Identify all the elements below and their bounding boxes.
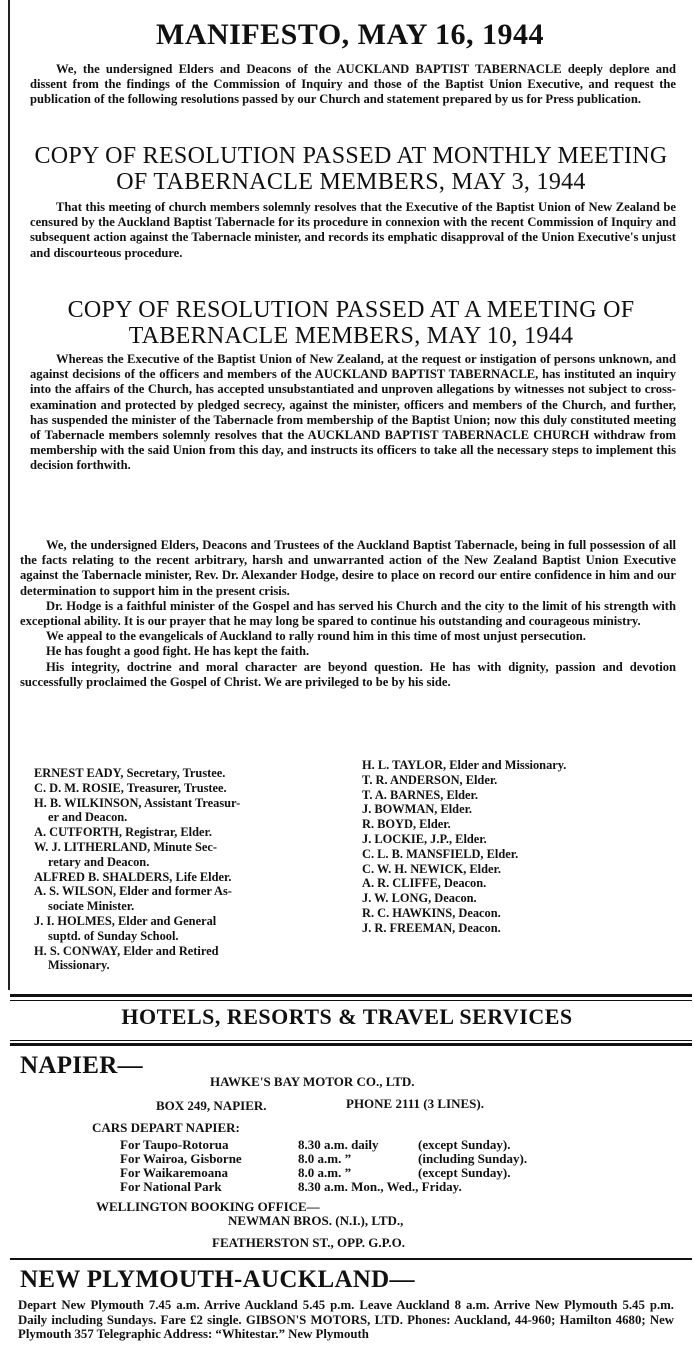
signatory: H. L. TAYLOR, Elder and Missionary.: [362, 758, 567, 772]
schedule-row: [120, 1179, 560, 1194]
signatory: ERNEST EADY, Secretary, Trustee.: [34, 766, 226, 780]
signatory: T. A. BARNES, Elder.: [362, 787, 479, 802]
manifesto-title: MANIFESTO, MAY 16, 1944: [156, 18, 544, 51]
signatory: J. I. HOLMES, Elder and General: [34, 913, 217, 928]
signatory: A. CUTFORTH, Registrar, Elder.: [34, 825, 212, 840]
signatory: R. BOYD, Elder.: [362, 817, 451, 832]
signatory: A. R. CLIFFE, Deacon.: [362, 876, 487, 891]
napier-box: BOX 249, NAPIER.: [156, 1098, 267, 1113]
schedule-destination: For Wairoa, Gisborne: [120, 1151, 242, 1166]
column-rule: [8, 0, 10, 990]
section-divider: [10, 1043, 692, 1046]
signatory: T. R. ANDERSON, Elder.: [362, 772, 498, 787]
schedule-row: [120, 1151, 570, 1166]
signatory: ALFRED B. SHALDERS, Life Elder.: [34, 869, 232, 884]
schedule-note: (including Sunday).: [418, 1151, 528, 1166]
statement-paragraph: He has fought a good fight. He has kept the faith.: [46, 644, 310, 659]
napier-company: HAWKE'S BAY MOTOR CO., LTD.: [210, 1074, 415, 1089]
schedule-destination: For Waikaremoana: [120, 1165, 228, 1180]
statement-paragraph: We, the undersigned Elders, Deacons and Trustees of the Auckland Baptist Tabernacle, being in full possession of all the facts relating to the recent arbitrary, harsh and unwarranted action of the New Zealand Baptist Union Executive against the Tabernacle minister, Rev. Dr. Alexander Hodge, desire to place on record our entire confidence in him and our determination to support him in the present crisis.: [20, 538, 676, 598]
schedule-row: [120, 1165, 560, 1180]
signatory: W. J. LITHERLAND, Minute Sec-: [34, 839, 218, 854]
manifesto-section: [20, 18, 680, 52]
signatory-continued: er and Deacon.: [48, 810, 128, 825]
signatory-continued: Missionary.: [48, 958, 110, 973]
signatories-left: [34, 766, 359, 973]
resolution-2-text: Whereas the Executive of the Baptist Union of New Zealand, at the request or instigation of persons unknown, and against decisions of the officers and members of the AUCKLAND BAPTIST TABERNACLE, has instituted an inquiry into the affairs of the Church, has accepted unsubstantiated and unproven allegations by witnesses not subject to cross-examination and protected by pledged secrecy, against the minister, officers and members of the Church, and further, has suspended the minister of the Tabernacle from membership of the Baptist Union; now this duly constituted meeting of Tabernacle members solemnly resolves that the AUCKLAND BAPTIST TABERNACLE CHURCH withdraw from membership with the said Union from this day, and instructs its officers to take all the necessary steps to implement this decision forthwith.: [30, 352, 676, 473]
signatory-continued: suptd. of Sunday School.: [48, 928, 179, 943]
wellington-office-label: WELLINGTON BOOKING OFFICE—: [96, 1199, 320, 1214]
section-divider: [10, 994, 692, 997]
signatory: C. L. B. MANSFIELD, Elder.: [362, 846, 519, 861]
schedule-time: 8.0 a.m. ”: [298, 1165, 352, 1180]
schedule-note: (except Sunday).: [418, 1137, 511, 1152]
signatory: J. R. FREEMAN, Deacon.: [362, 920, 501, 935]
signatory: C. D. M. ROSIE, Treasurer, Trustee.: [34, 780, 227, 795]
signatory: H. B. WILKINSON, Assistant Treasur-: [34, 795, 241, 810]
statement-paragraph: Dr. Hodge is a faithful minister of the Gospel and has served his Church and the city to the limit of his strength with exceptional ability. It is our prayer that he may long be spared to continue his outstanding and courageous ministry.: [20, 598, 676, 629]
section-divider: [10, 1040, 692, 1041]
signatory: J. LOCKIE, J.P., Elder.: [362, 831, 487, 846]
schedule-time: 8.30 a.m. daily: [298, 1137, 379, 1152]
schedule-time: 8.30 a.m. Mon., Wed., Friday.: [298, 1179, 462, 1194]
napier-heading: NAPIER—: [20, 1052, 143, 1079]
signatory: C. W. H. NEWICK, Elder.: [362, 861, 501, 876]
napier-agent: NEWMAN BROS. (N.I.), LTD.,: [228, 1213, 404, 1228]
resolution-2-heading: COPY OF RESOLUTION PASSED AT A MEETING OF TABERNACLE MEMBERS, MAY 10, 1944: [67, 297, 635, 349]
statement-paragraph: We appeal to the evangelicals of Auckland to rally round him in this time of most unjust persecution.: [46, 629, 586, 644]
schedule-time: 8.0 a.m. ”: [298, 1151, 352, 1166]
signatory: R. C. HAWKINS, Deacon.: [362, 905, 501, 920]
schedule-destination: For National Park: [120, 1179, 222, 1194]
schedule-note: (except Sunday).: [418, 1165, 511, 1180]
new-plymouth-heading: NEW PLYMOUTH-AUCKLAND—: [20, 1266, 415, 1293]
statement-paragraph: His integrity, doctrine and moral character are beyond question. He has with dignity, passion and devotion successfully proclaimed the Gospel of Christ. We are privileged to be by his side.: [20, 659, 676, 689]
signatory: A. S. WILSON, Elder and former As-: [34, 884, 232, 899]
signatory: J. W. LONG, Deacon.: [362, 891, 477, 906]
section-divider: [10, 1258, 692, 1260]
statement: [20, 538, 676, 690]
schedule-row: [120, 1137, 560, 1152]
napier-phone: PHONE 2111 (3 LINES).: [346, 1096, 484, 1111]
signatory: J. BOWMAN, Elder.: [362, 802, 473, 817]
signatories-right: [362, 758, 684, 936]
signatory-continued: retary and Deacon.: [48, 854, 150, 869]
signatory-continued: sociate Minister.: [48, 899, 135, 914]
schedule-destination: For Taupo-Rotorua: [120, 1137, 229, 1152]
new-plymouth-text: Depart New Plymouth 7.45 a.m. Arrive Auckland 5.45 p.m. Leave Auckland 8 a.m. Arrive New Plymouth 5.45 p.m. Daily including Sundays. Fare £2 single. GIBSON'S MOTORS, LTD. Phones: Auckland, 44-960; Hamilton 4680; New Plymouth 357 Telegraphic Address: “Whitestar.” New Plymouth: [18, 1298, 674, 1342]
napier-address: FEATHERSTON ST., OPP. G.P.O.: [212, 1235, 406, 1250]
resolution-1-heading: COPY OF RESOLUTION PASSED AT MONTHLY MEETING OF TABERNACLE MEMBERS, MAY 3, 1944: [34, 143, 668, 195]
resolution-1-text: That this meeting of church members solemnly resolves that the Executive of the Baptist Union of New Zealand be censured by the Auckland Baptist Tabernacle for its procedure in connexion with the recent Commission of Inquiry and subsequent action against the Tabernacle minister, and records its emphatic disapproval of the Union Executive's unjust and discourteous procedure.: [30, 200, 676, 260]
signatory: H. S. CONWAY, Elder and Retired: [34, 943, 219, 958]
manifesto-intro: We, the undersigned Elders and Deacons of the AUCKLAND BAPTIST TABERNACLE deeply deplore and dissent from the findings of the Commission of Inquiry and those of the Baptist Union Executive, and request the publication of the following resolutions passed by our Church and statement prepared by us for Press publication.: [30, 62, 676, 107]
cars-depart-label: CARS DEPART NAPIER:: [92, 1120, 240, 1135]
hotels-heading: HOTELS, RESORTS & TRAVEL SERVICES: [121, 1004, 573, 1029]
section-divider: [10, 1000, 692, 1001]
